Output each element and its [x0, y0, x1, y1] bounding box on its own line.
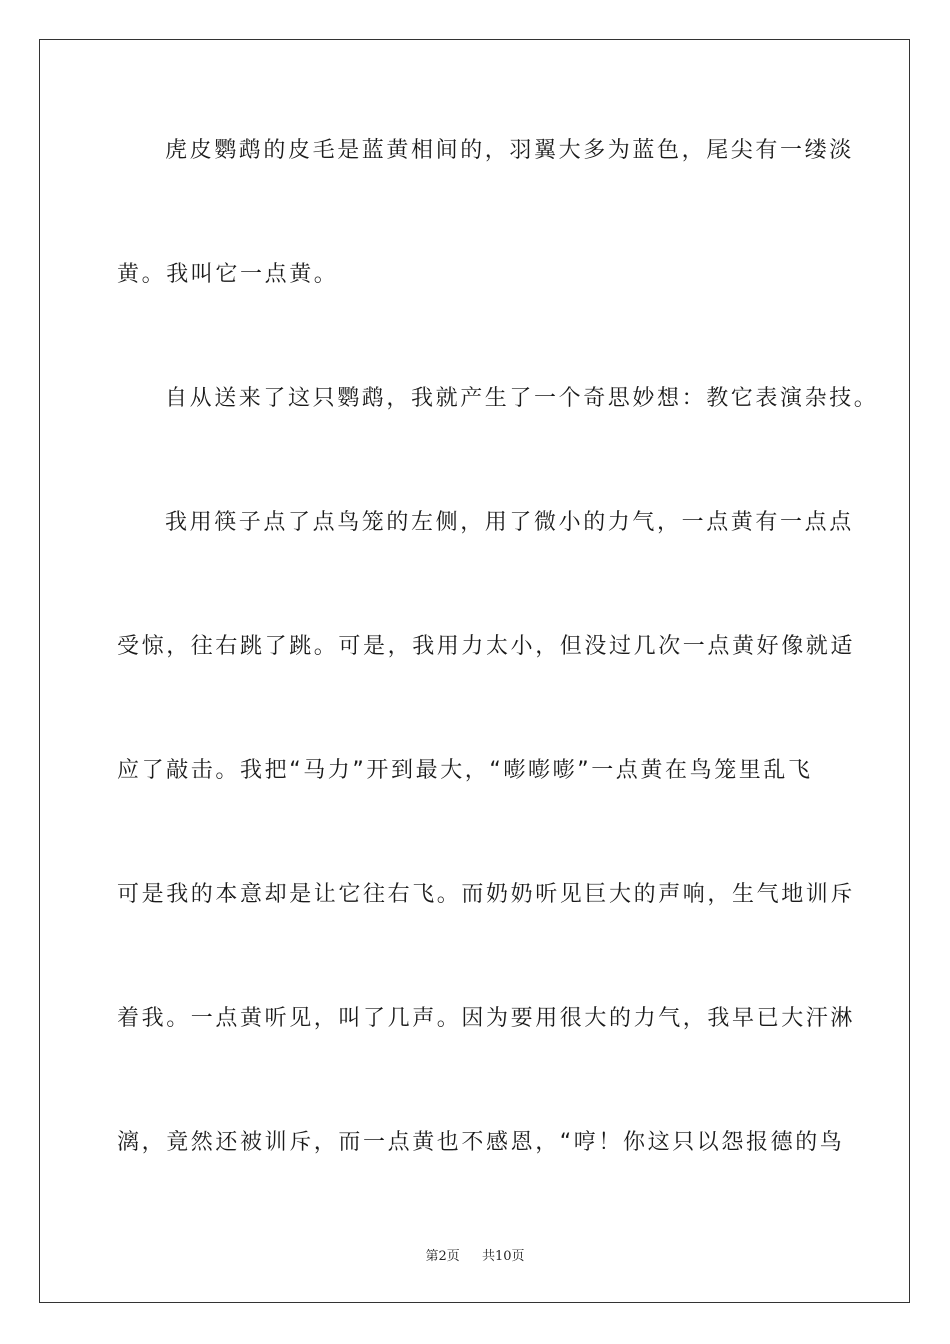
paragraph-1-line-2: 黄。我叫它一点黄。 — [117, 262, 339, 287]
paragraph-3-line-6: 漓，竟然还被训斥，而一点黄也不感恩，“哼！你这只以怨报德的鸟 — [117, 1130, 845, 1155]
paragraph-1-line-1: 虎皮鹦鹉的皮毛是蓝黄相间的，羽翼大多为蓝色，尾尖有一缕淡 — [165, 138, 854, 163]
paragraph-3-line-3: 应了敲击。我把“马力”开到最大，“嘭嘭嘭”一点黄在鸟笼里乱飞 — [117, 758, 813, 783]
page-border — [39, 39, 910, 1303]
paragraph-3-line-4: 可是我的本意却是让它往右飞。而奶奶听见巨大的声响，生气地训斥 — [117, 882, 856, 907]
paragraph-3-line-2: 受惊，往右跳了跳。可是，我用力太小，但没过几次一点黄好像就适 — [117, 634, 856, 659]
paragraph-2-line-1: 自从送来了这只鹦鹉，我就产生了一个奇思妙想：教它表演杂技。 — [165, 386, 879, 411]
paragraph-3-line-1: 我用筷子点了点鸟笼的左侧，用了微小的力气，一点黄有一点点 — [165, 510, 854, 535]
paragraph-3-line-5: 着我。一点黄听见，叫了几声。因为要用很大的力气，我早已大汗淋 — [117, 1006, 856, 1031]
page-footer — [0, 1248, 950, 1266]
page-number: 第2页 — [425, 1249, 460, 1264]
page-total: 共10页 — [482, 1249, 525, 1264]
